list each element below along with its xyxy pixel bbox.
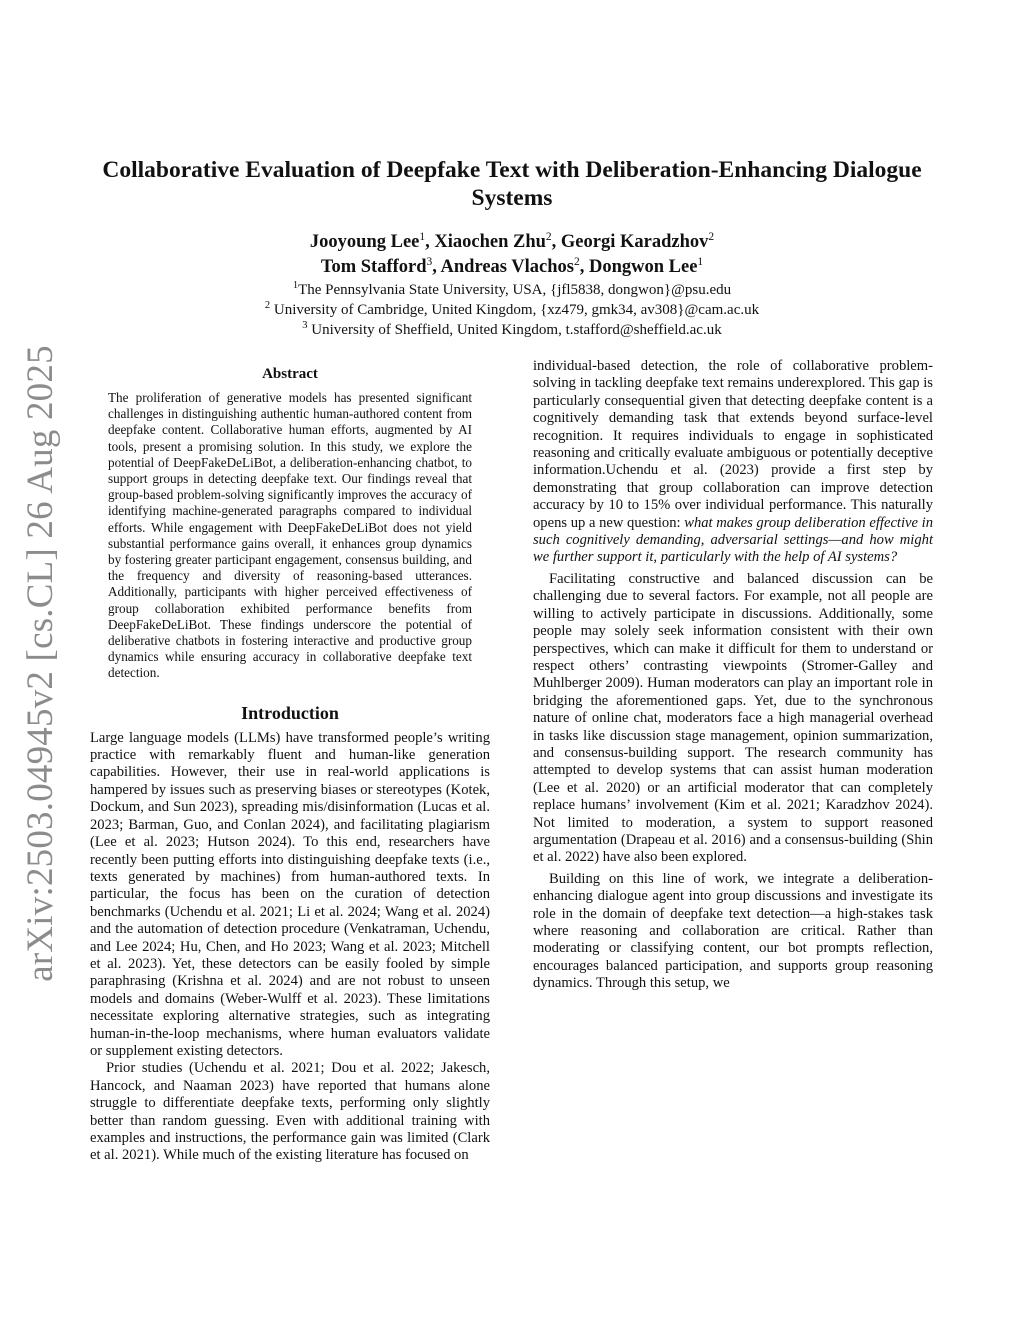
author-separator: , xyxy=(551,232,561,252)
affiliation-text: University of Sheffield, United Kingdom, t.stafford@sheffield.ac.uk xyxy=(307,322,722,338)
author-name: Xiaochen Zhu xyxy=(434,232,546,252)
author-affiliation-mark: 3 xyxy=(426,255,433,268)
intro-paragraph-2-continued-text: individual-based detection, the role of collaborative problem-solving in tackling deepfake text remains underexplored. This gap is particularly consequential given that detecting deepfake content is a cognitively demanding task that extends beyond surface-level recognition. It requires individuals to engage in sophisticated reasoning and critically evaluate ambiguous or potentially deceptive information.Uchendu et al. (2023) provide a first step by demonstrating that group collaboration can improve detection accuracy by 10 to 15% over individual performance. This naturally opens up a new question: xyxy=(533,358,933,531)
author-separator: , xyxy=(579,257,589,277)
intro-paragraph-2-start xyxy=(90,1060,490,1164)
affiliation-mark: 3 xyxy=(302,320,308,331)
left-column xyxy=(90,360,490,1165)
author-line-2 xyxy=(80,255,944,280)
author-list xyxy=(80,230,944,280)
arxiv-sidebar-stamp xyxy=(10,344,70,982)
arxiv-identifier: arXiv:2503.04945v2 [cs.CL] 26 Aug 2025 xyxy=(19,344,61,982)
affiliation-text: The Pennsylvania State University, USA, {jfl5838, dongwon}@psu.edu xyxy=(298,282,732,298)
author-affiliation-mark: 1 xyxy=(419,230,426,243)
intro-paragraph-1: Large language models (LLMs) have transformed people’s writing practice with remarkably fluent and human-like generation capabilities. However, their use in real-world applications is hampered by issues such as preserving biases or stereotypes (Kotek, Dockum, and Sun 2023), spreading mis/disinformation (Lucas et al. 2023; Barman, Guo, and Conlan 2024), and facilitating plagiarism (Lee et al. 2023; Hutson 2024). To this end, researchers have recently been putting efforts into distinguishing deepfake texts (i.e., texts generated by machines) from human-authored texts. In particular, the focus has been on the curation of detection benchmarks (Uchendu et al. 2021; Li et al. 2024; Wang et al. 2024) and the automation of detection procedure (Venkatraman, Uchendu, and Lee 2024; Hu, Chen, and Ho 2023; Wang et al. 2023; Mitchell et al. 2023). Yet, these detectors can be easily fooled by simple paraphrasing (Krishna et al. 2024) and are not robust to unseen models and domains (Weber-Wulff et al. 2023). These limitations necessitate exploring alternative strategies, such as integrating human-in-the-loop mechanisms, where human evaluators validate or supplement existing detectors. xyxy=(90,729,490,1059)
right-column xyxy=(533,358,933,993)
author-affiliation-mark: 2 xyxy=(708,230,715,243)
affiliation-text: University of Cambridge, United Kingdom, {xz479, gmk34, av308}@cam.ac.uk xyxy=(270,302,760,318)
affiliation-list xyxy=(80,280,944,340)
author-affiliation-mark: 1 xyxy=(697,255,704,268)
author-name: Andreas Vlachos xyxy=(440,257,574,277)
introduction-heading: Introduction xyxy=(241,702,339,723)
author-line-1 xyxy=(80,230,944,255)
affiliation-mark: 2 xyxy=(264,300,271,311)
abstract-text: The proliferation of generative models has presented significant challenges in distinguishing authentic human-authored content from deepfake content. Collaborative human efforts, augmented by AI tools, present a promising solution. In this study, we explore the potential of DeepFakeDeLiBot, a deliberation-enhancing chatbot, to support groups in detecting deepfake text. Our findings reveal that group-based problem-solving significantly improves the accuracy of identifying machine-generated paragraphs compared to individual efforts. While engagement with DeepFakeDeLiBot does not yield substantial performance gains overall, it enhances group dynamics by fostering greater participant engagement, consensus building, and the frequency and diversity of reasoning-based utterances. Additionally, participants with higher perceived effectiveness of group collaboration exhibited performance benefits from DeepFakeDeLiBot. These findings underscore the potential of deliberative chatbots in fostering interactive and productive group dynamics while ensuring accuracy in collaborative deepfake text detection. xyxy=(108,390,472,681)
abstract-heading: Abstract xyxy=(262,366,318,382)
author-name: Jooyoung Lee xyxy=(309,232,420,252)
intro-paragraph-4: Building on this line of work, we integrate a deliberation-enhancing dialogue agent into group discussions and investigate its role in the domain of deepfake text detection—a high-stakes task where reasoning and collaboration are critical. Rather than moderating or classifying content, our bot prompts reflection, encourages balanced participation, and supports group reasoning dynamics. Through this setup, we xyxy=(533,870,933,992)
author-name: Georgi Karadzhov xyxy=(560,232,709,252)
affiliation-line xyxy=(80,300,944,320)
intro-paragraph-2-continued xyxy=(533,358,933,567)
affiliation-line xyxy=(80,280,944,300)
paper-title: Collaborative Evaluation of Deepfake Text with Deliberation-Enhancing Dialogue Systems xyxy=(102,157,922,211)
intro-paragraph-3: Facilitating constructive and balanced discussion can be challenging due to several factors. For example, not all people are willing to actively participate in discussions. Additionally, some people may solely seek information consistent with their own perspectives, which can make it difficult for them to understand or respect others’ contrasting viewpoints (Stromer-Galley and Muhlberger 2009). Human moderators can play an important role in bridging the aforementioned gaps. Yet, due to the synchronous nature of online chat, moderators face a high managerial overhead in tasks like discussion stage management, opinion summarization, and consensus-building support. The research community has attempted to develop systems that can assist human moderation (Lee et al. 2020) or an artificial moderator that can completely replace humans’ involvement (Kim et al. 2021; Karadzhov 2024). Not limited to moderation, a system to support reasoned argumentation (Drapeau et al. 2016) and a consensus-building (Shin et al. 2022) have also been explored. xyxy=(533,570,933,866)
author-separator: , xyxy=(432,257,441,277)
author-name: Dongwon Lee xyxy=(588,257,698,277)
research-question-emphasis: what makes group deliberation effective in such cognitively demanding, adversarial settings—and how might we further support it, particularly with the help of AI systems? xyxy=(533,514,933,566)
author-separator: , xyxy=(425,232,435,252)
author-affiliation-mark: 2 xyxy=(545,230,552,243)
intro-paragraph-2-text: Prior studies (Uchendu et al. 2021; Dou et al. 2022; Jakesch, Hancock, and Naaman 2023) have reported that humans alone struggle to differentiate deepfake texts, performing only slightly better than random guessing. Even with additional training with examples and instructions, the performance gain was limited (Clark et al. 2021). While much of the existing literature has focused on xyxy=(90,1060,490,1164)
affiliation-mark: 1 xyxy=(292,280,299,291)
author-name: Tom Stafford xyxy=(320,257,427,277)
affiliation-line xyxy=(80,320,944,340)
author-affiliation-mark: 2 xyxy=(573,255,580,268)
